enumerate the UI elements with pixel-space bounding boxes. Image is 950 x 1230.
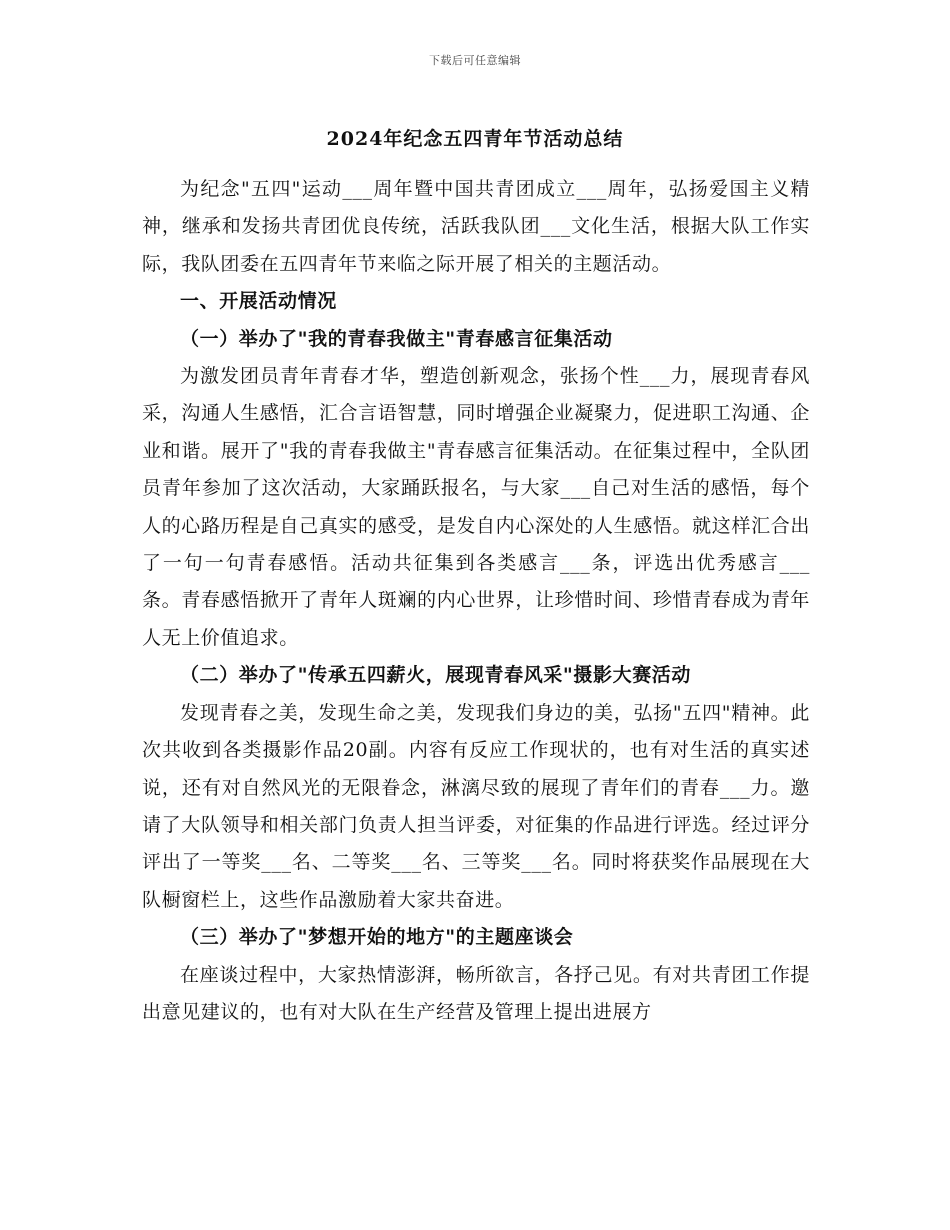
subsection-heading-1: （一）举办了"我的青春我做主"青春感言征集活动 [180,327,613,350]
section-heading-1: 一、开展活动情况 [180,290,337,313]
document-body [142,171,810,1031]
page-header-note: 下载后可任意编辑 [429,54,521,67]
paragraph-intro: 为纪念"五四"运动___周年暨中国共青团成立___周年，弘扬爱国主义精神，继承和发扬共青团优良传统，活跃我队团___文化生活，根据大队工作实际，我队团委在五四青年节来临之际开展了相关的主题活动。 [142,178,810,275]
subsection-heading-3: （三）举办了"梦想开始的地方"的主题座谈会 [180,926,574,949]
document-title: 2024年纪念五四青年节活动总结 [326,128,624,150]
paragraph-sub3: 在座谈过程中，大家热情澎湃，畅所欲言，各抒己见。有对共青团工作提出意见建议的，也有对大队在生产经营及管理上提出进展方 [142,963,810,1023]
subsection-heading-2: （二）举办了"传承五四薪火，展现青春风采"摄影大赛活动 [180,664,691,687]
paragraph-sub1: 为激发团员青年青春才华，塑造创新观念，张扬个性___力，展现青春风采，沟通人生感悟，汇合言语智慧，同时增强企业凝聚力，促进职工沟通、企业和谐。展开了"我的青春我做主"青春感言征集活动。在征集过程中，全队团员青年参加了这次活动，大家踊跃报名，与大家___自己对生活的感悟，每个人的心路历程是自己真实的感受，是发自内心深处的人生感悟。就这样汇合出了一句一句青春感悟。活动共征集到各类感言___条，评选出优秀感言___条。青春感悟掀开了青年人斑斓的内心世界，让珍惜时间、珍惜青春成为青年人无上价值追求。 [142,365,810,649]
paragraph-sub2: 发现青春之美，发现生命之美，发现我们身边的美，弘扬"五四"精神。此次共收到各类摄影作品20副。内容有反应工作现状的，也有对生活的真实述说，还有对自然风光的无限眷念，淋漓尽致的展现了青年们的青春___力。邀请了大队领导和相关部门负责人担当评委，对征集的作品进行评选。经过评分评出了一等奖___名、二等奖___名、三等奖___名。同时将获奖作品展现在大队橱窗栏上，这些作品激励着大家共奋进。 [142,701,810,911]
